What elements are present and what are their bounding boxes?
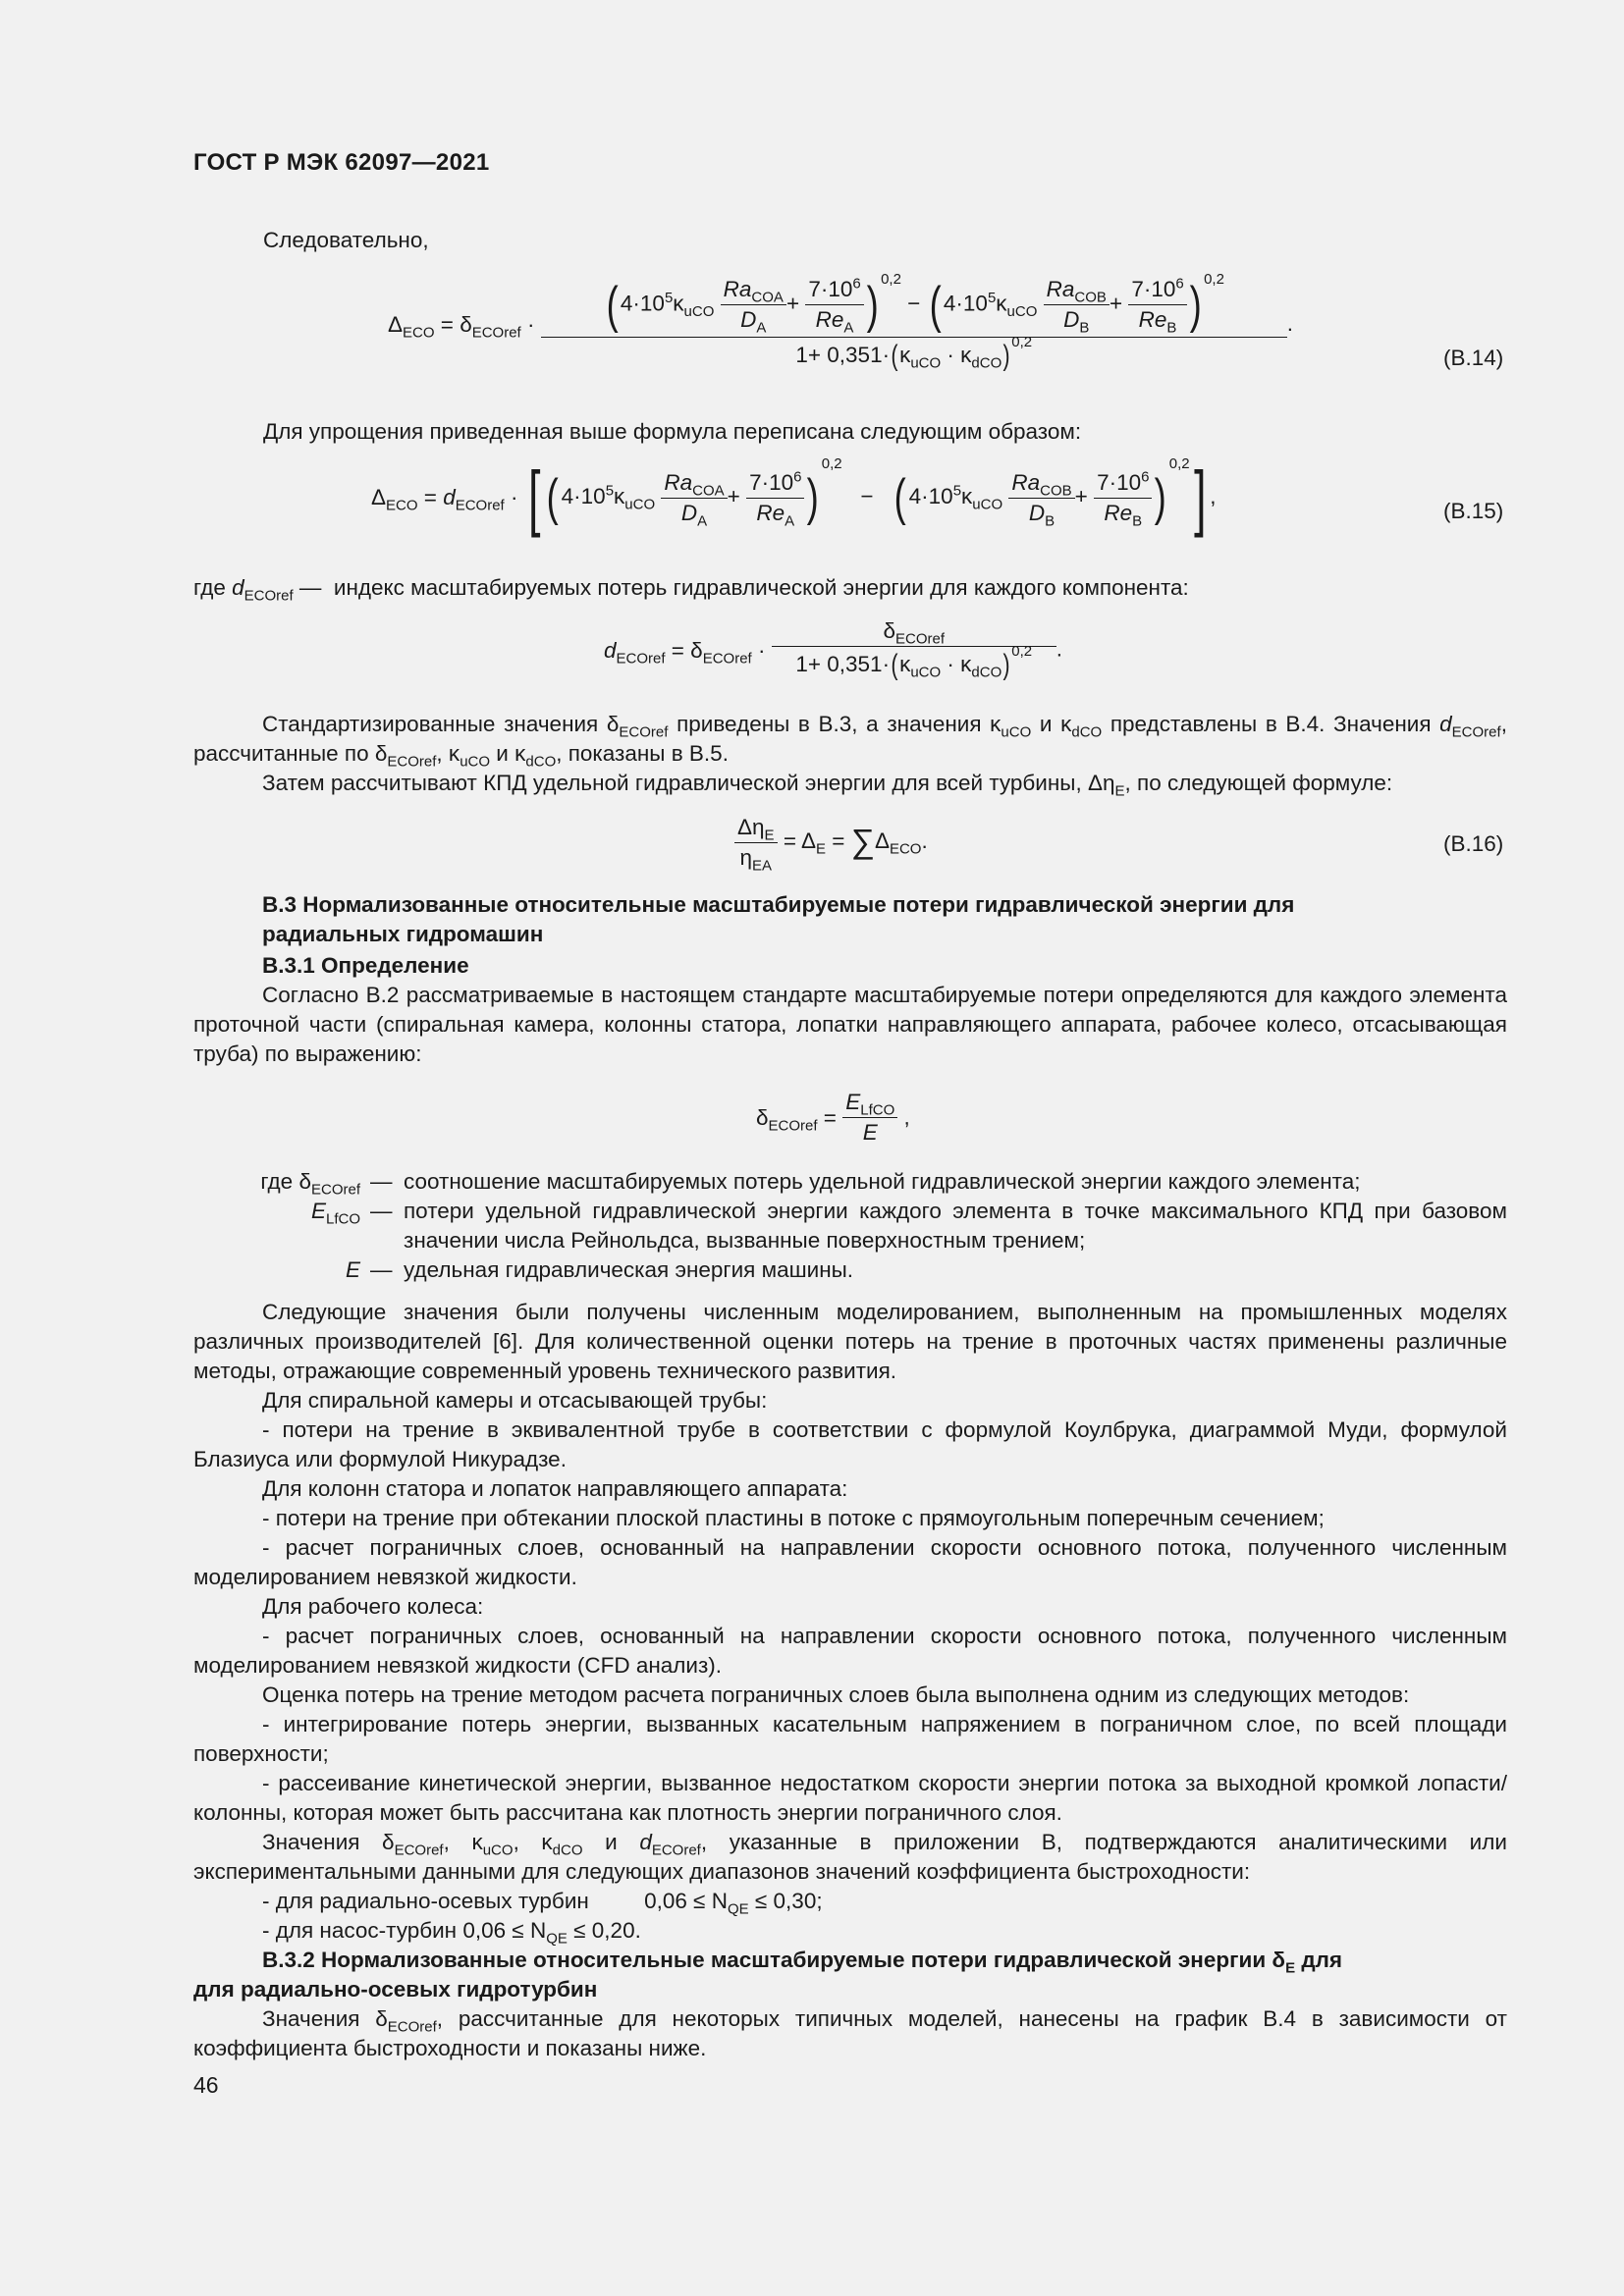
- paragraph: Для колонн статора и лопаток направляющего аппарата:: [262, 1476, 848, 1501]
- paragraph: Оценка потерь на трение методом расчета пограничных слоев была выполнена одним из следующих методов:: [262, 1682, 1410, 1707]
- last-text-1: Значения: [262, 2006, 360, 2031]
- heading-b3: В.3 Нормализованные относительные масштабируемые потери гидравлической энергии для радиальных гидромашин: [262, 892, 1295, 946]
- values-text-1: Значения: [262, 1830, 360, 1854]
- definition-desc: соотношение масштабируемых потерь удельной гидравлической энергии каждого элемента;: [404, 1169, 1361, 1194]
- std-text-3: и: [1039, 712, 1053, 736]
- standardized-values-paragraph: Стандартизированные значения $\delta_{ECOref}$ приведены в В.3, а значения $\kappa_{uCO}$ и $\kappa_{dCO}$ представлены в В.4. Значения $d_{ECOref}$, рассчитанные по $\delta_{ECOref}$, $\kappa_{uCO}$ и $\kappa_{dCO}$, показаны в В.5. Затем рассчитывают КПД удельной гидравлической энергии для всей турбины, $\Delta\eta_E$, по следующей формуле:: [193, 712, 1507, 800]
- equation-b14: $\Delta_{ECO} = \delta_{ECOref}$ · ( $4\cdot 10^5\kappa_{uCO}$ $\frac{Ra_{COA}}{D_A}$ + $\frac{7\cdot 10^6}{Re_A}$ ) $^{0,2}$ − ( $4\cdot 10^5\kappa_{uCO}$ $\frac{Ra_{COB}}{D_B}$ + $\frac{7\cdot 10^6}{Re_B}$ ) $^{0,2}$ $1+ 0,351\cdot(\kappa_{uCO} \cdot \kappa_{dCO})$ $^{0,2}$ .: [388, 271, 1294, 372]
- equation-b15: $\Delta_{ECO} = d_{ECOref}$ · [ ( $4\cdot 10^5\kappa_{uCO}$ $\frac{Ra_{COA}}{D_A}$ + $\frac{7\cdot 10^6}{Re_A}$ )$^{0,2}$ − ( $4\cdot 10^5\kappa_{uCO}$ $\frac{Ra_{COB}}{D_B}$ + $\frac{7\cdot 10^6}{Re_B}$ )$^{0,2}$] ,: [371, 455, 1217, 538]
- section-b3: [193, 890, 1507, 1069]
- paragraph: - интегрирование потерь энергии, вызванных касательным напряжением в пограничном слое, по всей площади поверхности;: [193, 1712, 1507, 1766]
- paragraph: - расчет пограничных слоев, основанный на направлении скорости основного потока, полученного численным моделированием невязкой жидкости (CFD анализ).: [193, 1624, 1507, 1678]
- page-number: 46: [193, 2072, 219, 2098]
- definition-prefix: где: [260, 1169, 294, 1194]
- paragraph: - рассеивание кинетической энергии, вызванное недостатком скорости энергии потока за выходной кромкой лопасти/колонны, которая может быть рассчитана как плотность энергии пограничного слоя.: [193, 1771, 1507, 1825]
- after-b14-text: Для упрощения приведенная выше формула переписана следующим образом:: [263, 419, 1082, 444]
- range-pump: - для насос-турбин $0,06 \le N_{QE} \le 0,20$.: [262, 1918, 641, 1948]
- heading-b32-b: для радиально-осевых гидротурбин: [193, 1977, 598, 2002]
- equation-delta-ecoref: $\delta_{ECOref}$ = $\frac{E_{LfCO}}{E}$ ,: [756, 1090, 910, 1145]
- std-text-6: и: [496, 741, 509, 766]
- paragraph: - потери на трение при обтекании плоской пластины в потоке с прямоугольным поперечным сечением;: [262, 1506, 1325, 1530]
- paragraph: Следующие значения были получены численным моделированием, выполненным на промышленных моделях различных производителей [6]. Для количественной оценки потерь на трение в проточных частях применены различные методы, отражающие современный уровень технического развития.: [193, 1300, 1507, 1383]
- then-text: Затем рассчитывают КПД удельной гидравлической энергии для всей турбины,: [262, 771, 1082, 795]
- std-text-4: представлены в В.4. Значения: [1110, 712, 1432, 736]
- heading-b31: В.3.1 Определение: [262, 953, 469, 978]
- last-text-2: , рассчитанные для некоторых типичных моделей, нанесены на график В.4 в зависимости от коэффициента быстроходности и показаны ниже.: [193, 2006, 1507, 2060]
- definition-row: E — удельная гидравлическая энергия машины.: [193, 1255, 1507, 1285]
- then-text-end: , по следующей формуле:: [1124, 771, 1393, 795]
- paragraph: Для спиральной камеры и отсасывающей трубы:: [262, 1388, 768, 1413]
- equation-b14-number: (B.14): [1443, 346, 1504, 370]
- definition-row: $E_{LfCO}$ — потери удельной гидравлической энергии каждого элемента в точке максимального КПД при базовом значении числа Рейнольдса, вызванные поверхностным трением;: [193, 1197, 1507, 1255]
- std-text-5: , рассчитанные по: [193, 712, 1507, 766]
- definition-desc: удельная гидравлическая энергия машины.: [404, 1257, 854, 1282]
- std-text-1: Стандартизированные значения: [262, 712, 599, 736]
- range-radial: - для радиально-осевых турбин $0,06 \le N_{QE} \le 0,30$;: [262, 1889, 823, 1918]
- intro-text: Следовательно,: [263, 228, 429, 252]
- heading-b32: В.3.2 Нормализованные относительные масштабируемые потери гидравлической энергии $\delta_E$ для: [262, 1948, 1343, 1977]
- range-radial-value: 0,06 ≤ N: [644, 1889, 728, 1913]
- range-radial-label: - для радиально-осевых турбин: [262, 1889, 589, 1913]
- values-paragraph: Значения $\delta_{ECOref}$, $\kappa_{uCO}$, $\kappa_{dCO}$ и $d_{ECOref}$, указанные в приложении В, подтверждаются аналитическими или экспериментальными данными для следующих диапазонов значений коэффициента быстроходности:: [193, 1830, 1507, 1884]
- definition-desc: потери удельной гидравлической энергии каждого элемента в точке максимального КПД при базовом значении числа Рейнольдса, вызванные поверхностным трением;: [404, 1199, 1507, 1253]
- std-text-2: приведены в В.3, а значения: [677, 712, 982, 736]
- heading-b32-a: В.3.2 Нормализованные относительные масштабируемые потери гидравлической энергии: [262, 1948, 1267, 1972]
- range-pump-label: - для насос-турбин 0,06 ≤ N: [262, 1918, 547, 1943]
- where-dref-text: индекс масштабируемых потерь гидравлической энергии для каждого компонента:: [333, 575, 1189, 600]
- where-dref-line: где $d_{ECOref}$ — индекс масштабируемых потерь гидравлической энергии для каждого компонента:: [193, 575, 1189, 605]
- paragraph: - потери на трение в эквивалентной трубе в соответствии с формулой Коулбрука, диаграммой Муди, формулой Блазиуса или формулой Никурадзе.: [193, 1417, 1507, 1471]
- where-prefix: где: [193, 575, 226, 600]
- paragraph: - расчет пограничных слоев, основанный на направлении скорости основного потока, полученного численным моделированием невязкой жидкости.: [193, 1535, 1507, 1589]
- std-text-7: , показаны в В.5.: [556, 741, 729, 766]
- equation-b15-number: (B.15): [1443, 499, 1504, 523]
- equation-b16-number: (B.16): [1443, 831, 1504, 856]
- definition-row: где $\delta_{ECOref}$ — соотношение масштабируемых потерь удельной гидравлической энергии каждого элемента;: [193, 1167, 1507, 1197]
- paragraph-b31: Согласно В.2 рассматриваемые в настоящем стандарте масштабируемые потери определяются для каждого элемента проточной части (спиральная камера, колонны статора, лопатки направляющего аппарата, рабочее колесо, отсасывающая труба) по выражению:: [193, 983, 1507, 1066]
- last-paragraph: Значения $\delta_{ECOref}$, рассчитанные для некоторых типичных моделей, нанесены на график В.4 в зависимости от коэффициента быстроходности и показаны ниже.: [193, 2006, 1507, 2060]
- methods-section: [193, 1298, 1507, 2063]
- range-pump-tail: ≤ 0,20.: [573, 1918, 641, 1943]
- definitions-list: [193, 1167, 1507, 1285]
- equation-b16: $\frac{\Delta\eta_E}{\eta_{EA}}$ = $\Delta_E = \sum\Delta_{ECO}$.: [734, 815, 928, 871]
- document-header: ГОСТ Р МЭК 62097—2021: [193, 149, 490, 176]
- equation-dref: $d_{ECOref} = \delta_{ECOref}$ · $\frac{\delta_{ECOref}}{1+ 0,351\cdot(\kappa_{uCO} \cdot \kappa_{dCO}) ^{0,2}}$ .: [604, 618, 1062, 681]
- values-text-3: , указанные в приложении В, подтверждаются аналитическими или экспериментальными данными для следующих диапазонов значений коэффициента быстроходности:: [193, 1830, 1507, 1884]
- paragraph: Для рабочего колеса:: [262, 1594, 484, 1619]
- range-radial-tail: ≤ 0,30;: [754, 1889, 823, 1913]
- values-text-2: и: [605, 1830, 618, 1854]
